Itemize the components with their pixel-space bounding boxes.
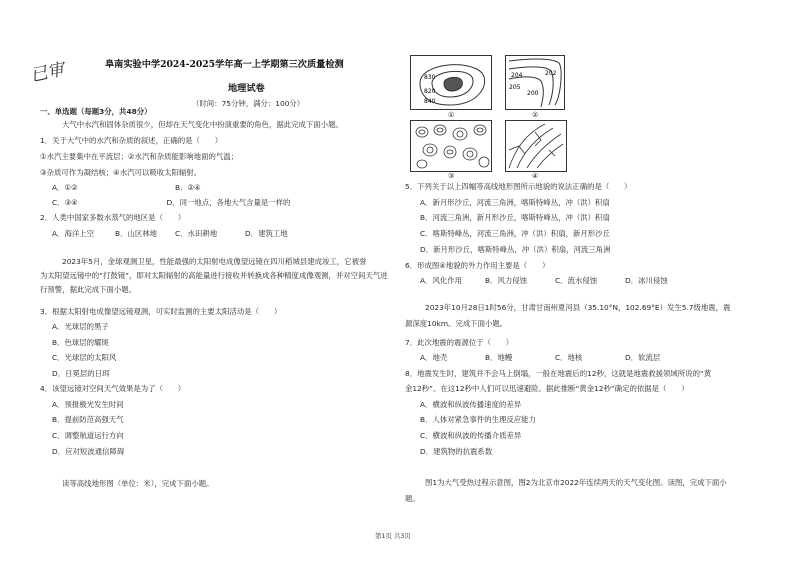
option-c: C．水田耕地 (175, 229, 218, 238)
exam-subtitle: 地理试卷 (228, 83, 265, 94)
contour-value: 200 (527, 90, 539, 97)
passage-intro: 2023年5月，金球观测卫星，性能最强的太阳射电成像望远镜在四川稻城县建成竣工，它被誉 (62, 257, 367, 266)
contour-value: 204 (511, 72, 523, 79)
option-a: A．横波和纵波传播速度的差异 (420, 400, 522, 409)
question-2: 2．人类中国家多数水蒸气的地区是（ ） (40, 213, 186, 222)
option-a: A．地壳 (420, 353, 448, 362)
option-c-d: C．③④ D．同一地点，各地大气含量是一样的 (52, 198, 291, 207)
option-b: B．色球层的耀斑 (52, 338, 109, 347)
option-a: A．海洋上空 (52, 229, 95, 238)
option-c: C．横波和纵波的传播介质差异 (420, 431, 522, 440)
option-a: A．新月形沙丘，河流三角洲，喀斯特峰丛，冲（洪）积扇 (420, 198, 610, 207)
figure-label: ① (448, 111, 455, 119)
option-a: A．①② (52, 183, 78, 192)
option-a: A．光球层的黑子 (52, 322, 109, 331)
passage-intro: 题。 (405, 494, 420, 503)
contour-map-2 (505, 55, 565, 110)
option-d: D．建筑物的抗震系数 (420, 447, 493, 456)
passage-intro: 2023年10月28日1时56分，甘肃甘南州夏河县（35.10°N，102.69°E）发生5.7级地震，震 (425, 303, 731, 312)
option-c: C．光球层的太阳风 (52, 353, 117, 362)
passage-intro: 大气中水汽和固体杂质很少，但却在天气变化中扮演重要的角色，据此完成下面小题。 (62, 120, 343, 129)
passage-intro: 图1为大气受热过程示意图，图2为北京市2022年连续两天的天气变化图。读图，完成下面小 (425, 478, 727, 487)
option-a: A．预报极光发生时间 (52, 400, 124, 409)
option-d: D．新月形沙丘，喀斯特峰丛，冲（洪）积扇，河流三角洲 (420, 245, 611, 254)
figure-label: ② (532, 111, 539, 119)
option-c: C．调整航道运行方向 (52, 431, 124, 440)
question-4: 4．该望远镜对空间天气效果是为了（ ） (40, 384, 186, 393)
contour-value: 202 (545, 70, 557, 77)
option-c: C．喀斯特峰丛，河流三角洲，冲（洪）积扇，新月形沙丘 (420, 229, 610, 238)
question-8: 8．地震发生时，建筑并不会马上倒塌，一般在地震后的12秒，这就是地震救援领域所说的“黄 (405, 369, 712, 378)
section-heading: 一、单选题（每题3分，共48分） (40, 107, 152, 116)
option-c: C．流水侵蚀 (555, 276, 598, 285)
page-number: 第1页 共3页 (375, 532, 411, 540)
option-a: A．风化作用 (420, 276, 463, 285)
handwritten-mark: 已审 (28, 59, 67, 87)
option-b: B．人体对紧急事件的生理反应能力 (420, 415, 536, 424)
question-1: 1．关于大气中的水汽和杂质的叙述，正确的是（ ） (40, 136, 223, 145)
question-1-statement: ①水汽主要集中在平流层；②水汽和杂质能影响地面的气温； (40, 152, 239, 161)
option-d: D．日冕层的日珥 (52, 369, 110, 378)
option-d: D．建筑工地 (245, 229, 288, 238)
option-b: B．地幔 (485, 353, 513, 362)
contour-value: 820 (424, 88, 436, 95)
question-5: 5．下列关于以上四幅等高线地形图所示地貌的说法正确的是（ ） (405, 182, 632, 191)
option-d: D．应对短波通信障碍 (52, 447, 125, 456)
option-b: B．山区林地 (115, 229, 158, 238)
contour-map-1 (410, 55, 492, 110)
option-b: B．②④ (175, 183, 201, 192)
question-7: 7．此次地震的震源位于（ ） (405, 338, 514, 347)
contour-value: 830 (424, 74, 436, 81)
passage-intro: 读等高线地形图（单位：米），完成下面小题。 (62, 479, 214, 488)
option-b: B．风力侵蚀 (485, 276, 528, 285)
option-b: B．提前防范高强天气 (52, 415, 124, 424)
exam-title: 阜南实验中学2024-2025学年高一上学期第三次质量检测 (105, 59, 344, 70)
figure-label: ③ (448, 172, 455, 180)
contour-value: 205 (509, 84, 521, 91)
option-d: D．软流层 (625, 353, 661, 362)
passage-intro: 源深度10km。完成下面小题。 (405, 319, 508, 328)
option-b: B．河流三角洲，新月形沙丘，喀斯特峰丛，冲（洪）积扇 (420, 213, 610, 222)
question-3: 3．根据太阳射电成像望远镜观测，可实时监测的主要太阳活动是（ ） (40, 307, 282, 316)
contour-value: 840 (424, 98, 436, 105)
contour-map-4 (505, 120, 567, 172)
passage-intro: 为太阳望远镜中的“打鼓镜”，即对太阳辐射的高能量进行接收并转换成各种精度成像观测，并对空间天气进 (40, 271, 388, 280)
passage-intro: 行预警，据此完成下面小题。 (40, 285, 137, 294)
option-d: D．冰川侵蚀 (625, 276, 668, 285)
question-6: 6．形成图④地貌的外力作用主要是（ ） (405, 261, 550, 270)
question-8-cont: 金12秒”。在这12秒中人们可以迅速避险。据此推断“黄金12秒”确定的依据是（ ） (405, 384, 689, 393)
question-1-statement: ③杂质可作为凝结核；④水汽可以吸收太阳辐射。 (40, 168, 202, 177)
exam-meta: （时间：75分钟，满分：100分） (192, 99, 305, 108)
option-c: C．地核 (555, 353, 583, 362)
contour-map-3 (410, 120, 492, 172)
figure-label: ④ (532, 172, 539, 180)
